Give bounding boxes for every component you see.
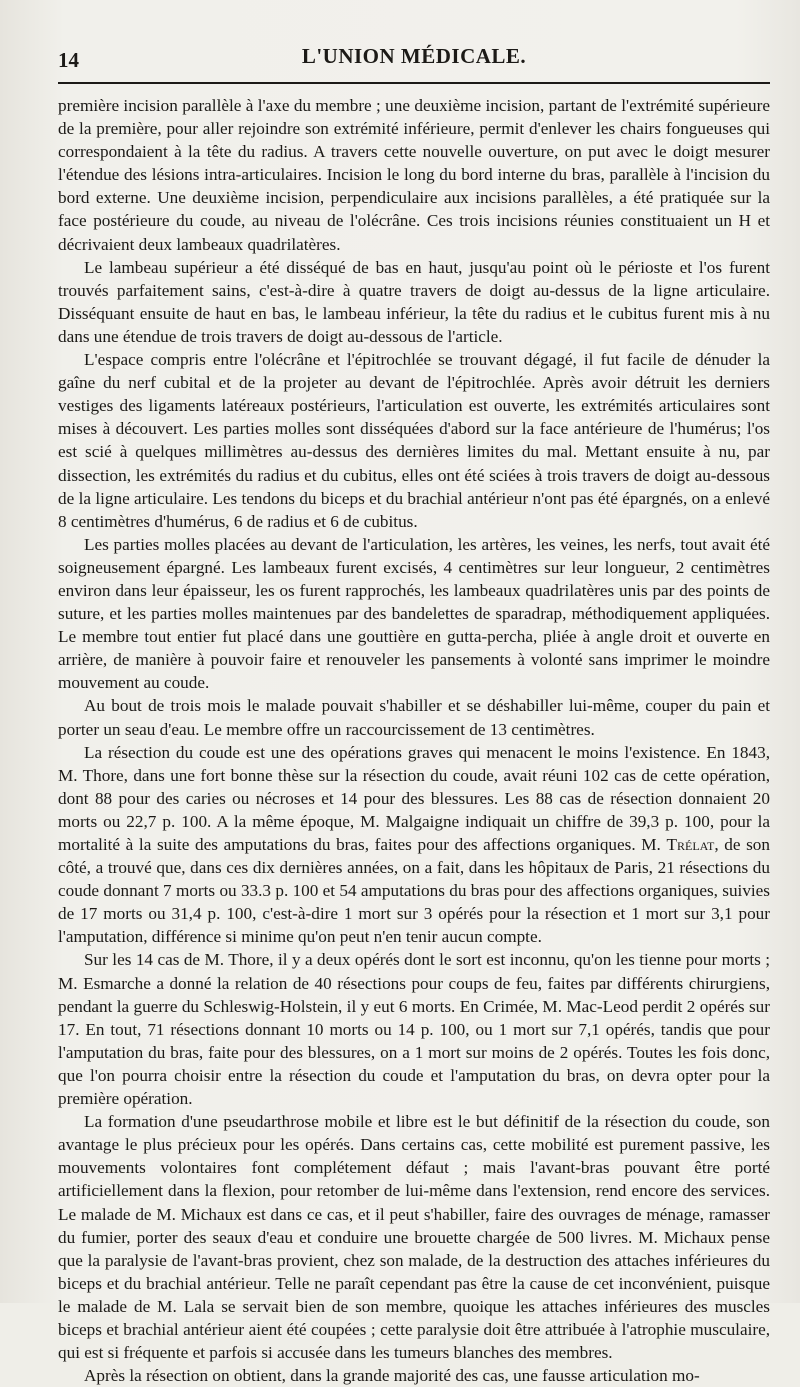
article-body <box>58 94 770 1387</box>
running-title: L'UNION MÉDICALE. <box>301 44 527 68</box>
paragraph-1: première incision parallèle à l'axe du membre ; une deuxième incision, partant de l'extrémité supérieure de la première, pour aller rejoindre son extrémité inférieure, permit d'enlever les chairs fongueuses qui correspondaient à la tête du radius. A travers cette nouvelle ouverture, on put avec le doigt mesurer l'étendue des lésions intra-articulaires. Incision le long du bord interne du bras, parallèle à l'incision du bord externe. Une deuxième incision, perpendiculaire aux incisions parallèles, a été pratiquée sur la face postérieure du coude, au niveau de l'olécrâne. Ces trois incisions réunies constituaient un H et décrivaient deux lambeaux quadrilatères. <box>58 96 770 254</box>
paragraph-8: La formation d'une pseudarthrose mobile et libre est le but définitif de la résection du coude, son avantage le plus précieux pour les opérés. Dans certains cas, cette mobilité est purement passive, les mouvements volontaires font complétement défaut ; mais l'avant-bras pouvant être porté artificiellement dans la flexion, pour retomber de lui-même dans l'extension, rend encore des services. Le malade de M. Michaux est dans ce cas, et il peut s'habiller, faire des ouvrages de ménage, ramasser du fumier, porter des seaux d'eau et conduire une brouette chargée de 500 livres. M. Michaux pense que la paralysie de l'avant-bras provient, chez son malade, de la destruction des attaches inférieures du biceps et du brachial antérieur. Telle ne paraît cependant pas être la cause de cet inconvénient, puisque le malade de M. Lala se servait bien de son membre, quoique les attaches inférieures des muscles biceps et brachial antérieur aient été coupées ; cette paralysie doit être attribuée à l'atrophie musculaire, qui est si fréquente et parfois si accusée dans les tumeurs blanches des membres. <box>58 1112 770 1363</box>
page-number: 14 <box>58 48 79 72</box>
page-header <box>58 42 770 76</box>
paragraph-3: L'espace compris entre l'olécrâne et l'épitrochlée se trouvant dégagé, il fut facile de dénuder la gaîne du nerf cubital et de la projeter au devant de l'épitrochlée. Après avoir détruit les derniers vestiges des ligaments latéreaux postérieurs, l'articulation est ouverte, les extrémités articulaires sont mises à découvert. Les parties molles sont disséquées d'abord sur la face antérieure de l'humérus; l'os est scié à quelques millimètres au-dessus des dernières limites du mal. Mettant ensuite à nu, par dissection, les extrémités du radius et du cubitus, elles ont été sciées à trois travers de doigt au-dessous de la ligne articulaire. Les tendons du biceps et du brachial antérieur n'ont pas été épargnés, on a enlevé 8 centimètres d'humérus, 6 de radius et 6 de cubitus. <box>58 350 770 531</box>
paragraph-6-text-after: , de son côté, a trouvé que, dans ces dix dernières années, on a fait, dans les hôpitaux de Paris, 21 résections du coude donnant 7 morts ou 33.3 p. 100 et 54 amputations du bras pour des affections organiques, suivies de 17 morts ou 31,4 p. 100, c'est-à-dire 1 mort sur 3 opérés pour la résection et 1 mort sur 3,1 pour l'amputation, différence si minime qu'on peut n'en tenir aucun compte. <box>58 835 770 947</box>
paragraph-6-text-before: La résection du coude est une des opérations graves qui menacent le moins l'existence. En 1843, M. Thore, dans une fort bonne thèse sur la résection du coude, avait réuni 102 cas de cette opération, dont 88 pour des caries ou nécroses et 14 pour des blessures. Les 88 cas de résection donnaient 20 morts ou 22,7 p. 100. A la même époque, M. Malgaigne indiquait un chiffre de 39,3 p. 100, pour la mortalité à la suite des amputations du bras, faites pour des affections organiques. M. <box>58 742 770 854</box>
paragraph-5: Au bout de trois mois le malade pouvait s'habiller et se déshabiller lui-même, couper du pain et porter un seau d'eau. Le membre offre un raccourcissement de 13 centimètres. <box>58 696 770 739</box>
header-rule <box>58 82 770 84</box>
paragraph-6 <box>58 741 770 949</box>
paragraph-2: Le lambeau supérieur a été disséqué de bas en haut, jusqu'au point où le périoste et l'os furent trouvés parfaitement sains, c'est-à-dire à quatre travers de doigt au-dessus de la ligne articulaire. Disséquant ensuite de haut en bas, le lambeau inférieur, la tête du radius et le cubitus furent mis à nu dans une étendue de trois travers de doigt au-dessous de l'article. <box>58 257 770 346</box>
paragraph-4: Les parties molles placées au devant de l'articulation, les artères, les veines, les nerfs, tout avait été soigneusement épargné. Les lambeaux furent excisés, 4 centimètres sur leur longueur, 2 centimètres environ dans leur épaisseur, les os furent rapprochés, les lambeaux quadrilatères unis par des points de suture, et les parties molles maintenues par des bandelettes de sparadrap, méthodiquement appliquées. Le membre tout entier fut placé dans une gouttière en gutta-percha, pliée à angle droit et ouverte en arrière, de manière à pouvoir faire et renouveler les pansements à volonté sans imprimer le moindre mouvement au coude. <box>58 534 770 693</box>
author-name-trelat: Trélat <box>666 835 715 854</box>
paragraph-7: Sur les 14 cas de M. Thore, il y a deux opérés dont le sort est inconnu, qu'on les tienne pour morts ; M. Esmarche a donné la relation de 40 résections pour coups de feu, faites par différents chirurgiens, pendant la guerre du Schleswig-Holstein, il y eut 6 morts. En Crimée, M. Mac-Leod perdit 2 opérés sur 17. En tout, 71 résections donnant 10 morts ou 14 p. 100, ou 1 mort sur 7,1 opérés, tandis que pour l'amputation du bras, faite pour des blessures, on a 1 mort sur moins de 2 opérés. Toutes les fois donc, que l'on pourra choisir entre la résection du coude et l'amputation du bras, on devra opter pour la première opération. <box>58 950 770 1109</box>
paragraph-9: Après la résection on obtient, dans la grande majorité des cas, une fausse articulation mo- <box>84 1366 700 1386</box>
